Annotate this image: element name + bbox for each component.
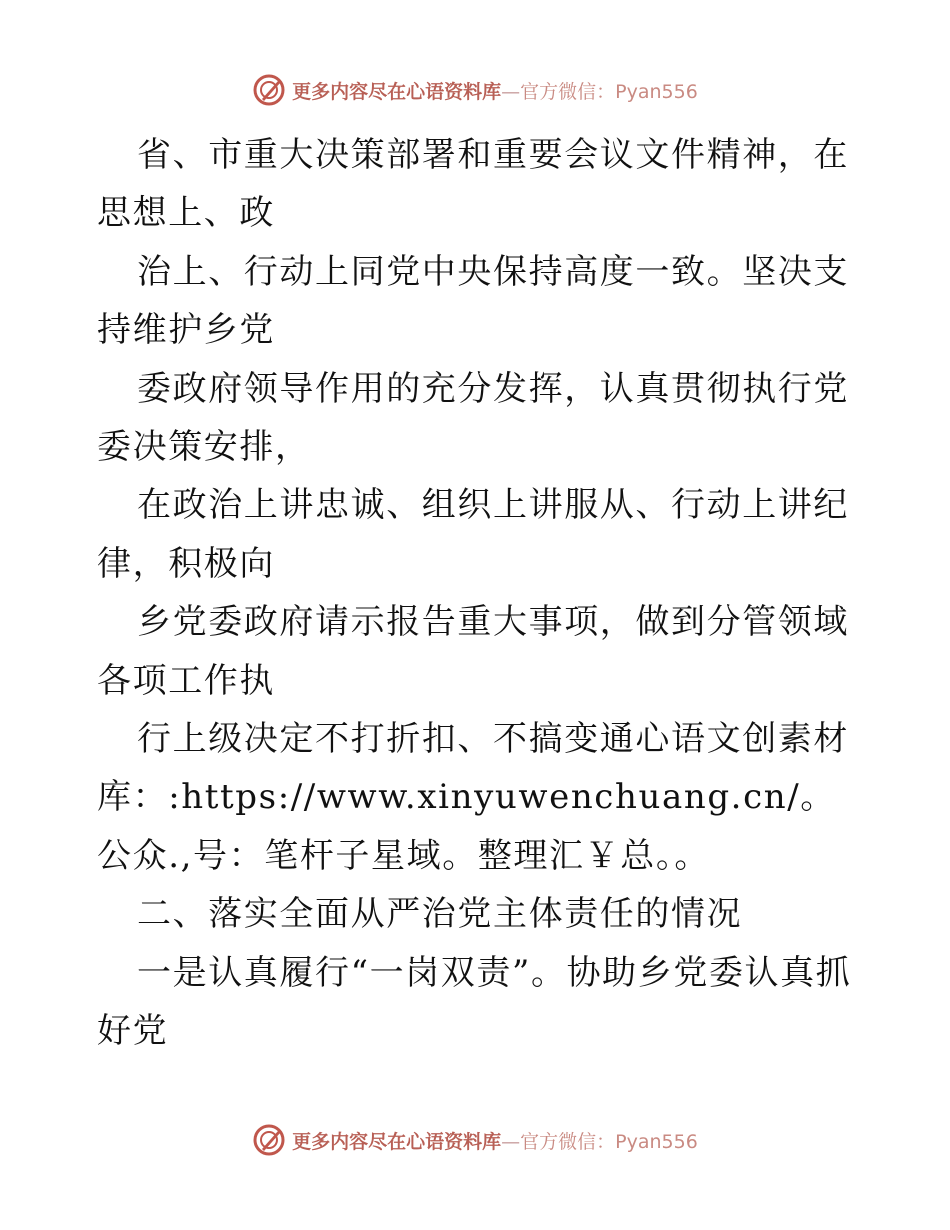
paragraph: 在政治上讲忠诚、组织上讲服从、行动上讲纪律，积极向 (97, 485, 849, 584)
banner-text (292, 1127, 698, 1154)
header-banner (0, 70, 950, 110)
footer-banner (0, 1120, 950, 1160)
paragraph: 乡党委政府请示报告重大事项，做到分管领域各项工作执 (97, 602, 849, 701)
banner-dash: — (501, 1130, 521, 1153)
paragraph: 一是认真履行“一岗双责”。协助乡党委认真抓好党 (97, 952, 852, 1052)
banner-wechat-text: 官方微信：Pyan556 (520, 1130, 698, 1153)
section-heading: 二、落实全面从严治党主体责任的情况 (137, 894, 743, 935)
banner-bold-text: 更多内容尽在心语资料库 (292, 80, 502, 103)
banner-dash: — (501, 80, 521, 103)
banner-wechat-text: 官方微信：Pyan556 (520, 80, 698, 103)
document-body (97, 126, 867, 1061)
paragraph: 委政府领导作用的充分发挥，认真贯彻执行党委决策安排， (97, 368, 849, 468)
paragraph: 行上级决定不打折扣、不搞变通心语文创素材库：:https://www.xinyuwenchuang.cn/。公众.,号：笔杆子星域。整理汇￥总。。 (97, 719, 849, 876)
banner-bold-text: 更多内容尽在心语资料库 (292, 1130, 502, 1153)
pen-logo-icon (252, 1123, 286, 1157)
pen-logo-icon (252, 73, 286, 107)
paragraph: 治上、行动上同党中央保持高度一致。坚决支持维护乡党 (97, 251, 849, 351)
banner-text (292, 77, 698, 104)
paragraph: 省、市重大决策部署和重要会议文件精神，在思想上、政 (97, 135, 849, 234)
